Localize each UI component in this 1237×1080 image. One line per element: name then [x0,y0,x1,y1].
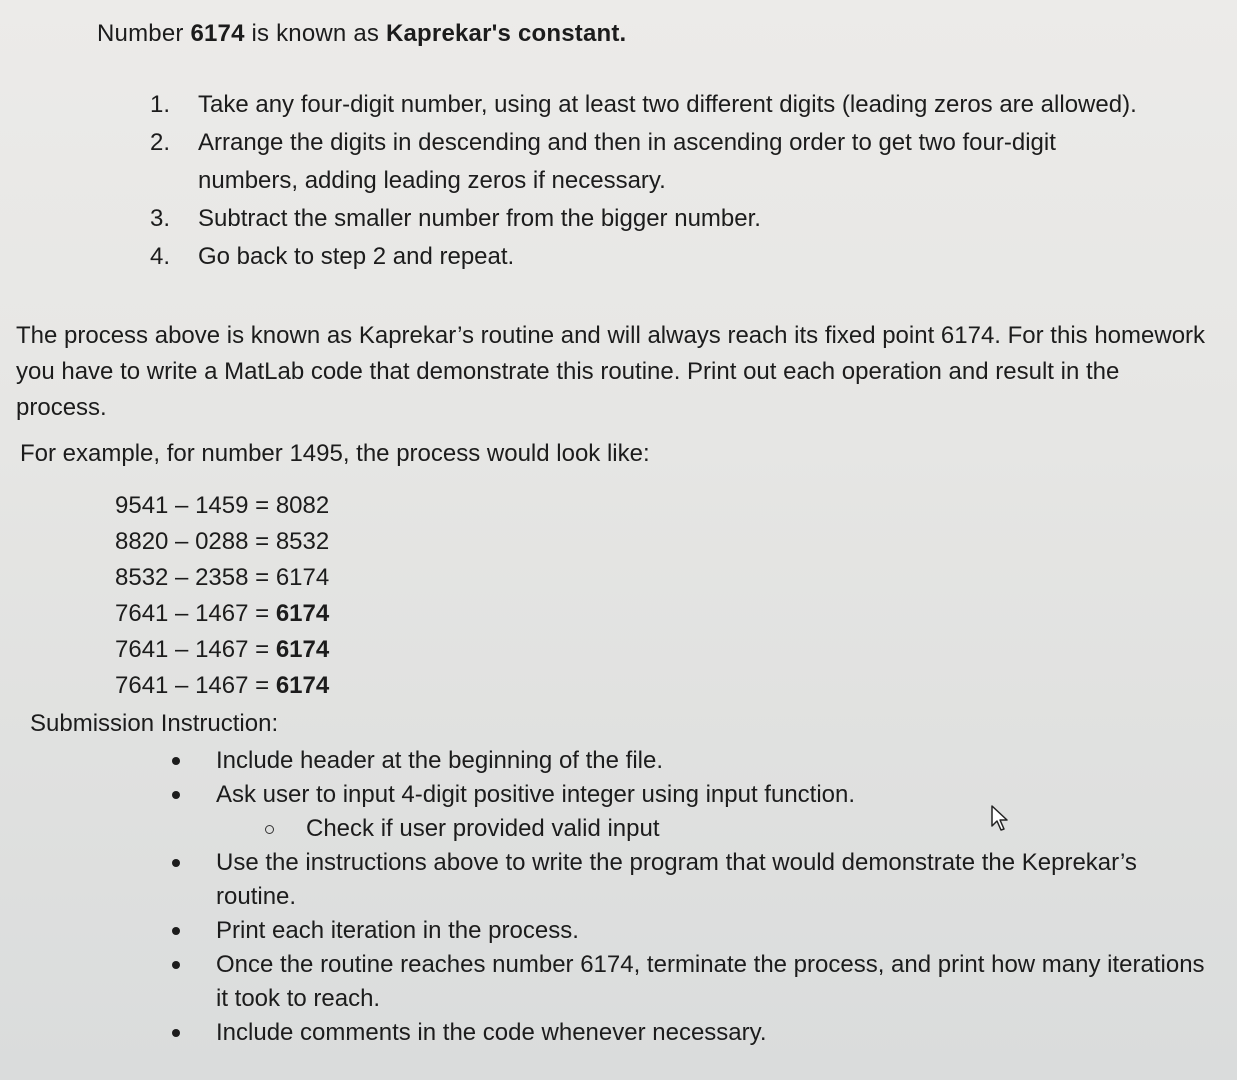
step-number: 4. [150,243,171,270]
example-expression: 9541 – 1459 = [115,492,276,519]
instruction-item [170,948,1220,1016]
bullet-icon [172,1029,180,1037]
example-row [115,668,329,704]
instruction-text: Include header at the beginning of the file. [216,747,663,774]
document-title [97,20,626,48]
step-text: Go back to step 2 and repeat. [198,243,515,270]
step-item [150,124,1140,200]
step-text: Arrange the digits in descending and then in ascending order to get two four-digit numbers, adding leading zeros if necessary. [198,129,1056,194]
hollow-bullet-icon [265,825,274,834]
example-intro: For example, for number 1495, the process would look like: [20,440,650,467]
step-item [150,86,1140,124]
instruction-item [170,846,1220,914]
example-row [115,560,329,596]
step-text: Take any four-digit number, using at least two different digits (leading zeros are allowed). [198,91,1137,118]
step-number: 3. [150,205,171,232]
instruction-text: Ask user to input 4-digit positive integer using input function. [216,781,856,808]
steps-list [150,86,1140,276]
bullet-icon [172,961,180,969]
instruction-text: Check if user provided valid input [306,815,660,842]
example-result: 6174 [275,636,330,663]
example-list [115,488,329,704]
example-expression: 8532 – 2358 = [115,564,276,591]
step-item [150,200,1140,238]
example-row [115,488,329,524]
title-number: 6174 [190,20,245,47]
example-expression: 8820 – 0288 = [115,528,276,555]
mouse-pointer-icon [990,804,1012,832]
instruction-item [170,778,1220,812]
instruction-item [170,744,1220,778]
example-expression: 7641 – 1467 = [115,672,276,699]
example-result: 6174 [275,672,330,699]
example-row [115,596,329,632]
example-expression: 7641 – 1467 = [115,600,276,627]
title-constant-name: Kaprekar's constant. [385,20,627,47]
instruction-text: Once the routine reaches number 6174, terminate the process, and print how many iterations it took to reach. [216,951,1205,1012]
example-row [115,632,329,668]
bullet-icon [172,791,180,799]
title-prefix: Number [97,20,191,47]
instruction-text: Use the instructions above to write the program that would demonstrate the Keprekar’s routine. [216,849,1137,910]
example-row [115,524,329,560]
bullet-icon [172,927,180,935]
instruction-subitem [170,812,1220,846]
step-item [150,238,1140,276]
example-expression: 7641 – 1467 = [115,636,276,663]
routine-description: The process above is known as Kaprekar’s routine and will always reach its fixed point 6174. For this homework you have to write a MatLab code that demonstrate this routine. Print out each operation and result in the process. [16,322,1206,421]
example-result: 6174 [275,600,330,627]
example-result: 6174 [275,564,330,591]
bullet-icon [172,757,180,765]
step-number: 2. [150,129,171,156]
instruction-item [170,914,1220,948]
instruction-text: Print each iteration in the process. [216,917,579,944]
instruction-text: Include comments in the code whenever necessary. [216,1019,767,1046]
step-text: Subtract the smaller number from the bigger number. [198,205,761,232]
instruction-item [170,1016,1220,1050]
example-result: 8082 [275,492,330,519]
submission-instruction-heading: Submission Instruction: [30,710,279,737]
example-result: 8532 [275,528,330,555]
title-middle: is known as [244,20,386,47]
submission-instruction-list [170,744,1220,1050]
step-number: 1. [150,91,171,118]
bullet-icon [172,859,180,867]
